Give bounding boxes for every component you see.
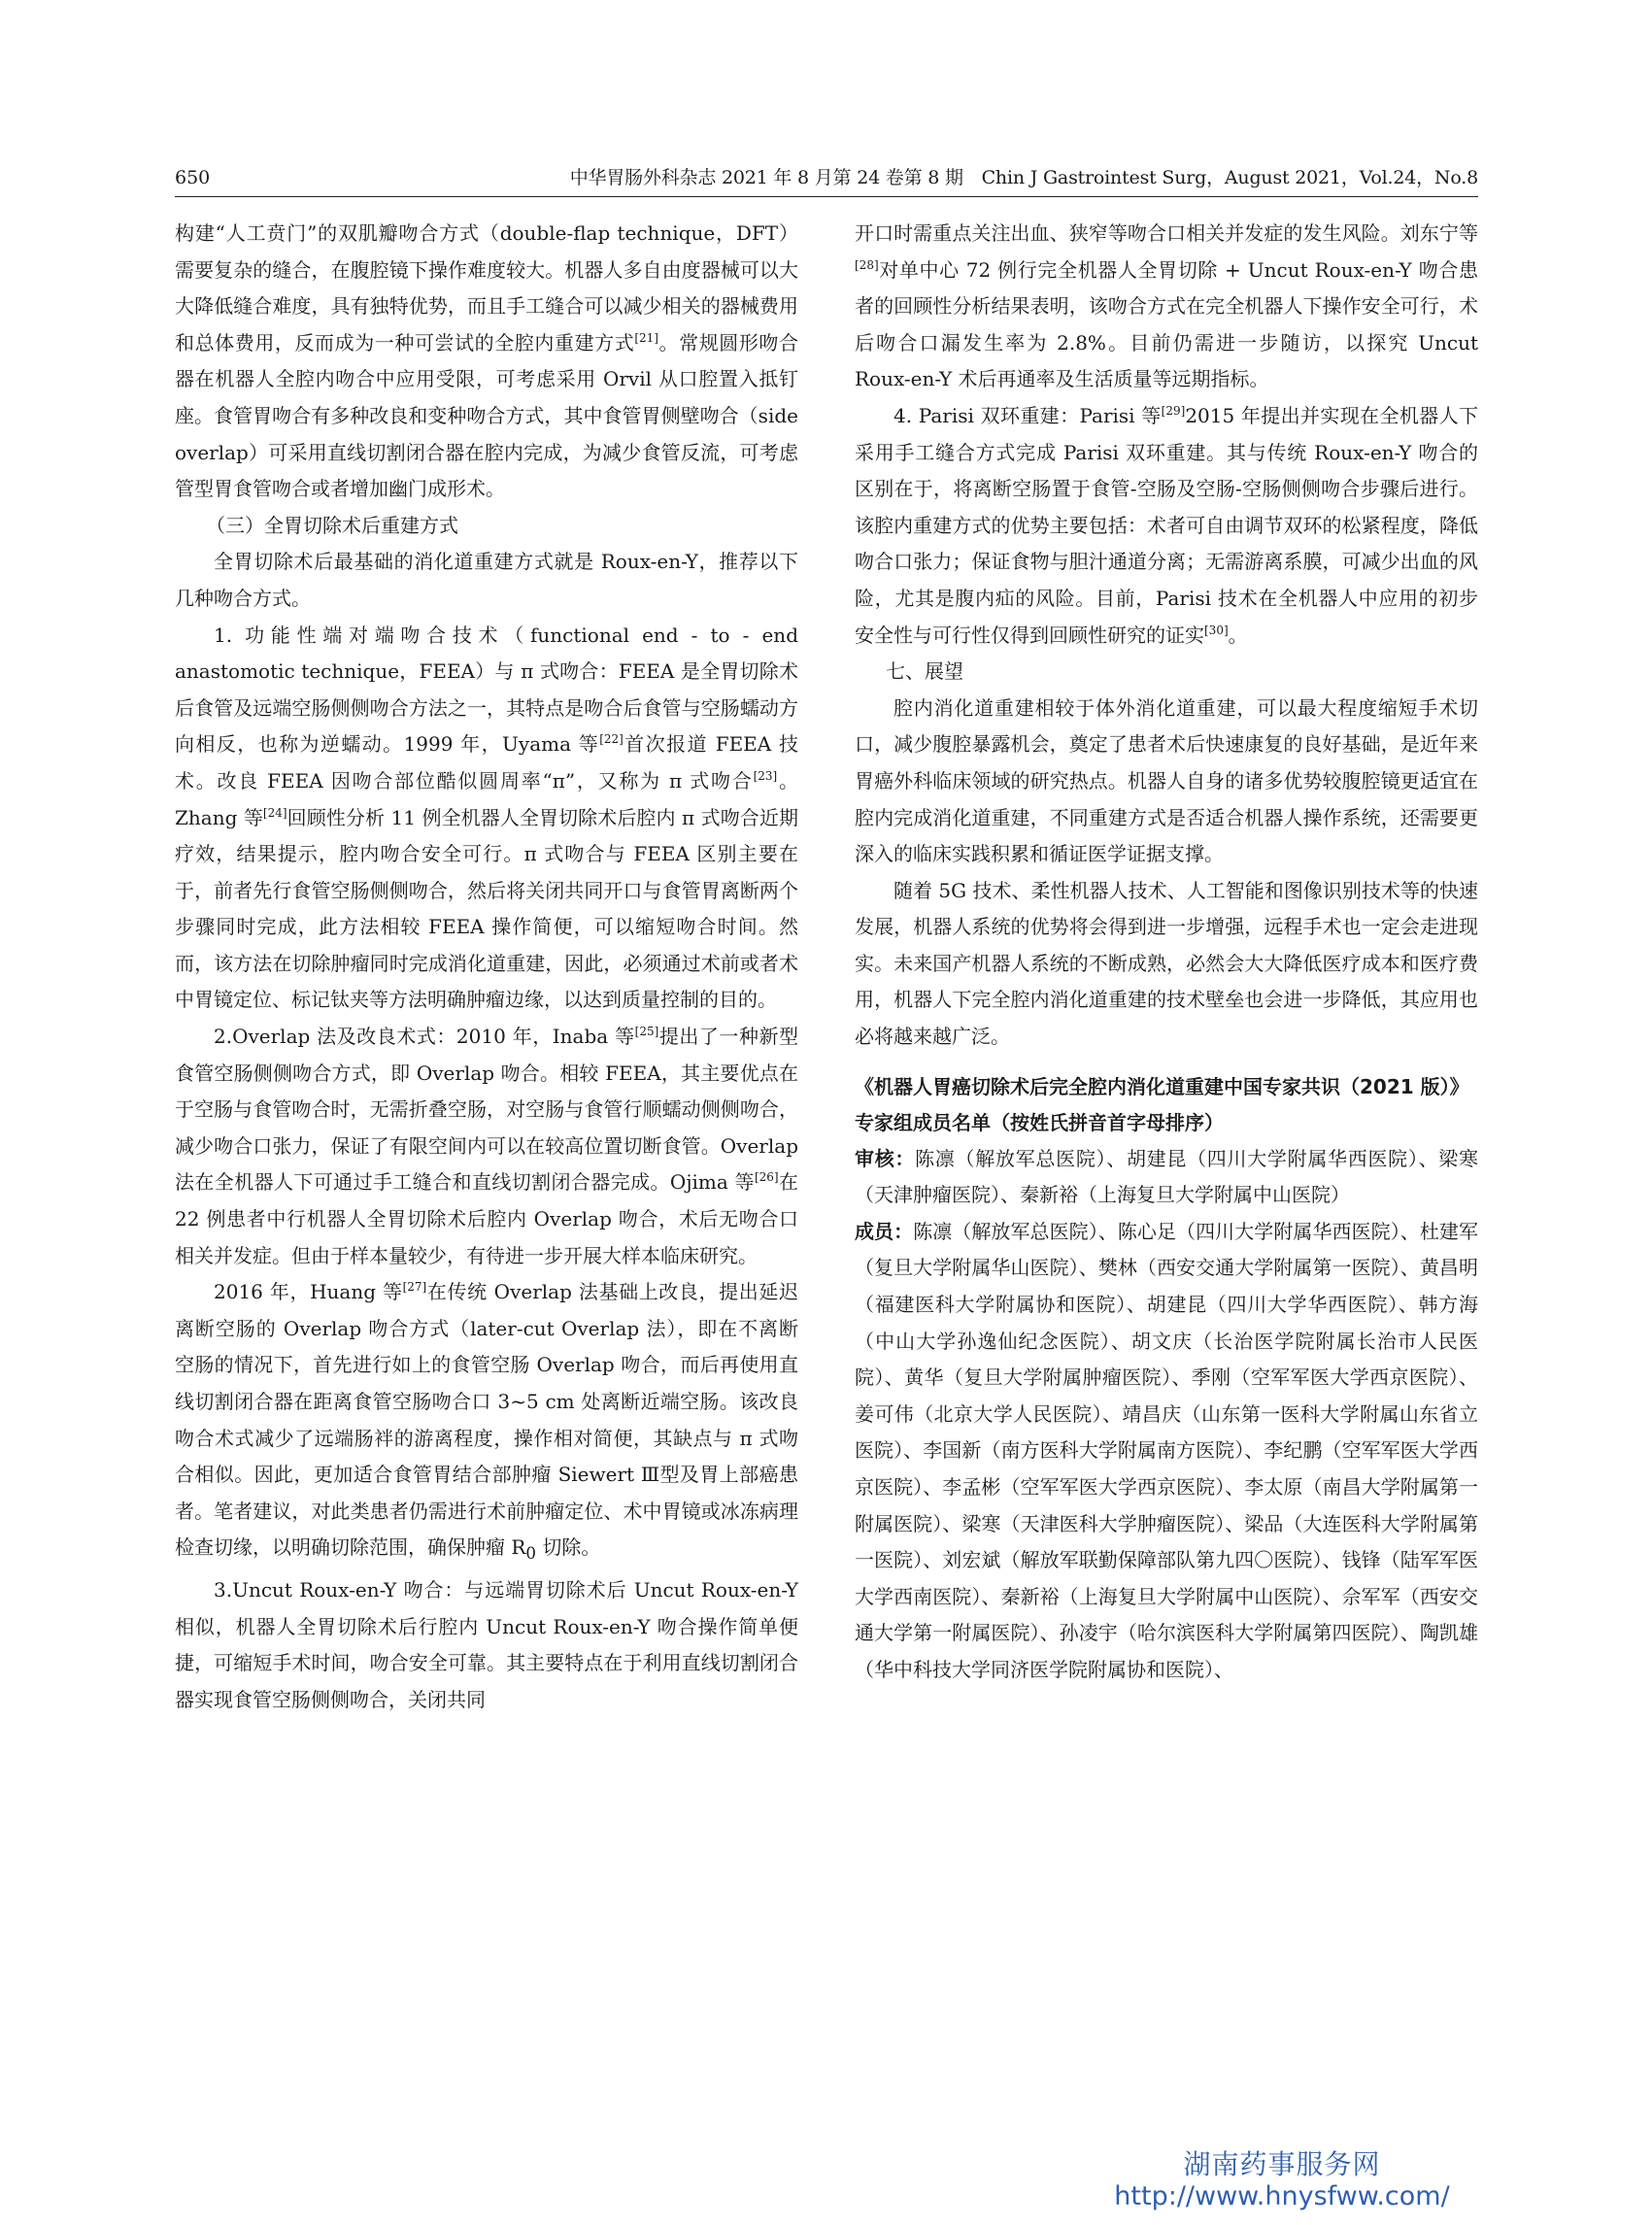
paragraph-parisi: 4. Parisi 双环重建：Parisi 等[29]2015 年提出并实现在全机器人下采用手工缝合方式完成 Parisi 双环重建。其与传统 Roux-en-Y 吻合的区别在于，将离断空肠置于食管-空肠及空肠-空肠侧侧吻合步骤后进行。该腔内重建方式的优势主要包括：术者可自由调节双环的松紧程度，降低吻合口张力；保证食物与胆汁通道分离；无需游离系膜，可减少出血的风险，尤其是腹内疝的风险。目前，Parisi 技术在全机器人中应用的初步安全性与可行性仅得到回顾性研究的证实[30]。 bbox=[855, 403, 1478, 647]
paragraph-dft: 构建“人工贲门”的双肌瓣吻合方式（double-flap technique，DFT）需要复杂的缝合，在腹腔镜下操作难度较大。机器人多自由度器械可以大大降低缝合难度，具有独特优势，而且手工缝合可以减少相关的器械费用和总体费用，反而成为一种可尝试的全腔内重建方式[21]。常规圆形吻合器在机器人全腔内吻合中应用受限，可考虑采用 Orvil 从口腔置入抵钉座。食管胃吻合有多种改良和变种吻合方式，其中食管胃侧壁吻合（side overlap）可采用直线切割闭合器在腔内完成，为减少食管反流，可考虑管型胃食管吻合或者增加幽门成形术。 bbox=[175, 221, 799, 501]
citation: [24] bbox=[262, 805, 287, 820]
citation: [22] bbox=[599, 732, 624, 747]
citation: [26] bbox=[754, 1170, 779, 1185]
reviewers-label: 审核： bbox=[855, 1146, 916, 1170]
paragraph-overlap: 2.Overlap 法及改良术式：2010 年，Inaba 等[25]提出了一种新型食管空肠侧侧吻合方式，即 Overlap 吻合。相较 FEEA，其主要优点在于空肠与食管吻合时，无需折叠空肠，对空肠与食管行顺蠕动侧侧吻合，减少吻合口张力，保证了有限空间内可以在较高位置切断食管。Overlap 法在全机器人下可通过手工缝合和直线切割闭合器完成。Ojima 等[26]在 22 例患者中行机器人全胃切除术后腔内 Overlap 吻合，术后无吻合口相关并发症。但由于样本量较少，有待进一步开展大样本临床研究。 bbox=[175, 1025, 799, 1267]
citation: [28] bbox=[855, 257, 879, 272]
subscript: 0 bbox=[525, 1544, 537, 1564]
section-heading-total-gastrectomy: （三）全胃切除术后重建方式 bbox=[206, 513, 458, 537]
left-column bbox=[175, 216, 798, 1718]
citation: [23] bbox=[753, 768, 778, 783]
members-list: 成员：陈凛（解放军总医院）、陈心足（四川大学附属华西医院）、杜建军（复旦大学附属华山医院）、樊林（西安交通大学附属第一医院）、黄昌明（福建医科大学附属协和医院）、胡建昆（四川大学华西医院）、韩方海（中山大学孙逸仙纪念医院）、胡文庆（长治医学院附属长治市人民医院）、黄华（复旦大学附属肿瘤医院）、季刚（空军军医大学西京医院）、姜可伟（北京大学人民医院）、靖昌庆（山东第一医科大学附属山东省立医院）、李国新（南方医科大学附属南方医院）、李纪鹏（空军军医大学西京医院）、李孟彬（空军军医大学西京医院）、李太原（南昌大学附属第一附属医院）、梁寒（天津医科大学肿瘤医院）、梁品（大连医科大学附属第一医院）、刘宏斌（解放军联勤保障部队第九四〇医院）、钱锋（陆军军医大学西南医院）、秦新裕（上海复旦大学附属中山医院）、佘军军（西安交通大学第一附属医院）、孙凌宇（哈尔滨医科大学附属第四医院）、陶凯雄（华中科技大学同济医学院附属协和医院）、 bbox=[855, 1219, 1478, 1681]
paragraph-roux-en-y: 全胃切除术后最基础的消化道重建方式就是 Roux-en-Y，推荐以下几种吻合方式。 bbox=[175, 550, 798, 610]
page-number: 650 bbox=[175, 167, 211, 188]
paragraph-uncut-roux-en-y: 3.Uncut Roux-en-Y 吻合：与远端胃切除术后 Uncut Roux-en-Y 相似，机器人全胃切除术后行腔内 Uncut Roux-en-Y 吻合操作简单便捷，可缩短手术时间，吻合安全可靠。其主要特点在于利用直线切割闭合器实现食管空肠侧侧吻合，关闭共同 bbox=[175, 1577, 798, 1711]
citation: [21] bbox=[634, 330, 658, 345]
watermark-site-name: 湖南药事服务网 bbox=[1183, 2148, 1381, 2180]
citation: [25] bbox=[634, 1025, 659, 1039]
right-column bbox=[855, 216, 1478, 1689]
paragraph-later-cut-overlap: 2016 年，Huang 等[27]在传统 Overlap 法基础上改良，提出延迟离断空肠的 Overlap 吻合方式（later-cut Overlap 法），即在不离断空肠的情况下，首先进行如上的食管空肠 Overlap 吻合，而后再使用直线切割闭合器在距离食管空肠吻合口 3~5 cm 处离断近端空肠。该改良吻合术式减少了远端肠袢的游离程度，操作相对简便，其缺点与 π 式吻合相似。因此，更加适合食管胃结合部肿瘤 Siewert Ⅲ型及胃上部癌患者。笔者建议，对此类患者仍需进行术前肿瘤定位、术中胃镜或冰冻病理检查切缘，以明确切除范围，确保肿瘤 $R_0$ 切除。 bbox=[175, 1280, 798, 1564]
reviewers-list: 审核：陈凛（解放军总医院）、胡建昆（四川大学附属华西医院）、梁寒（天津肿瘤医院）、秦新裕（上海复旦大学附属中山医院） bbox=[855, 1146, 1479, 1207]
watermark-url: http://www.hnysfww.com/ bbox=[1114, 2181, 1450, 2211]
consensus-committee-title: 《机器人胃癌切除术后完全腔内消化道重建中国专家共识（2021 版）》专家组成员名单（按姓氏拼音首字母排序） bbox=[855, 1074, 1469, 1134]
paragraph-feea: 1. 功能性端对端吻合技术（functional end - to - end anastomotic technique，FEEA）与 π 式吻合：FEEA 是全胃切除术后食管及远端空肠侧侧吻合方法之一，其特点是吻合后食管与空肠蠕动方向相反，也称为逆蠕动。1999 年，Uyama 等[22]首次报道 FEEA 技术。改良 FEEA 因吻合部位酷似圆周率“π”，又称为 π 式吻合[23]。Zhang 等[24]回顾性分析 11 例全机器人全胃切除术后腔内 π 式吻合近期疗效，结果提示，腔内吻合安全可行。π 式吻合与 FEEA 区别主要在于，前者先行食管空肠侧侧吻合，然后将关闭共同开口与食管胃离断两个步骤同时完成，此方法相较 FEEA 操作简便，可以缩短吻合时间。然而，该方法在切除肿瘤同时完成消化道重建，因此，必须通过术前或者术中胃镜定位、标记钛夹等方法明确肿瘤边缘，以达到质量控制的目的。 bbox=[175, 623, 798, 1012]
citation: [27] bbox=[402, 1280, 427, 1295]
header-rule bbox=[175, 196, 1478, 197]
site-watermark bbox=[1097, 2148, 1467, 2212]
paragraph-outlook-2: 随着 5G 技术、柔性机器人技术、人工智能和图像识别技术等的快速发展，机器人系统的优势将会得到进一步增强，远程手术也一定会走进现实。未来国产机器人系统的不断成熟，必然会大大降低医疗成本和医疗费用，机器人下完全腔内消化道重建的技术壁垒也会进一步降低，其应用也必将越来越广泛。 bbox=[855, 878, 1478, 1049]
citation: [30] bbox=[1204, 623, 1229, 637]
page-header bbox=[175, 161, 1478, 194]
paragraph-outlook-1: 腔内消化道重建相较于体外消化道重建，可以最大程度缩短手术切口，减少腹腔暴露机会，奠定了患者术后快速康复的良好基础，是近年来胃癌外科临床领域的研究热点。机器人自身的诸多优势较腹腔镜更适宜在腔内完成消化道重建，不同重建方式是否适合机器人操作系统，还需要更深入的临床实践积累和循证医学证据支撑。 bbox=[855, 695, 1478, 866]
journal-running-title: 中华胃肠外科杂志 2021 年 8 月第 24 卷第 8 期 Chin J Gastrointest Surg，August 2021，Vol.24，No.8 bbox=[569, 167, 1478, 188]
citation: [29] bbox=[1161, 403, 1186, 418]
members-label: 成员： bbox=[855, 1219, 914, 1243]
section-heading-outlook: 七、展望 bbox=[886, 659, 963, 684]
paragraph-uncut-continued: 开口时需重点关注出血、狭窄等吻合口相关并发症的发生风险。刘东宁等[28]对单中心 72 例行完全机器人全胃切除 + Uncut Roux-en-Y 吻合患者的回顾性分析结果表明，该吻合方式在完全机器人下操作安全可行，术后吻合口漏发生率为 2.8%。目前仍需进一步随访，以探究 Uncut Roux-en-Y 术后再通率及生活质量等远期指标。 bbox=[855, 221, 1478, 391]
